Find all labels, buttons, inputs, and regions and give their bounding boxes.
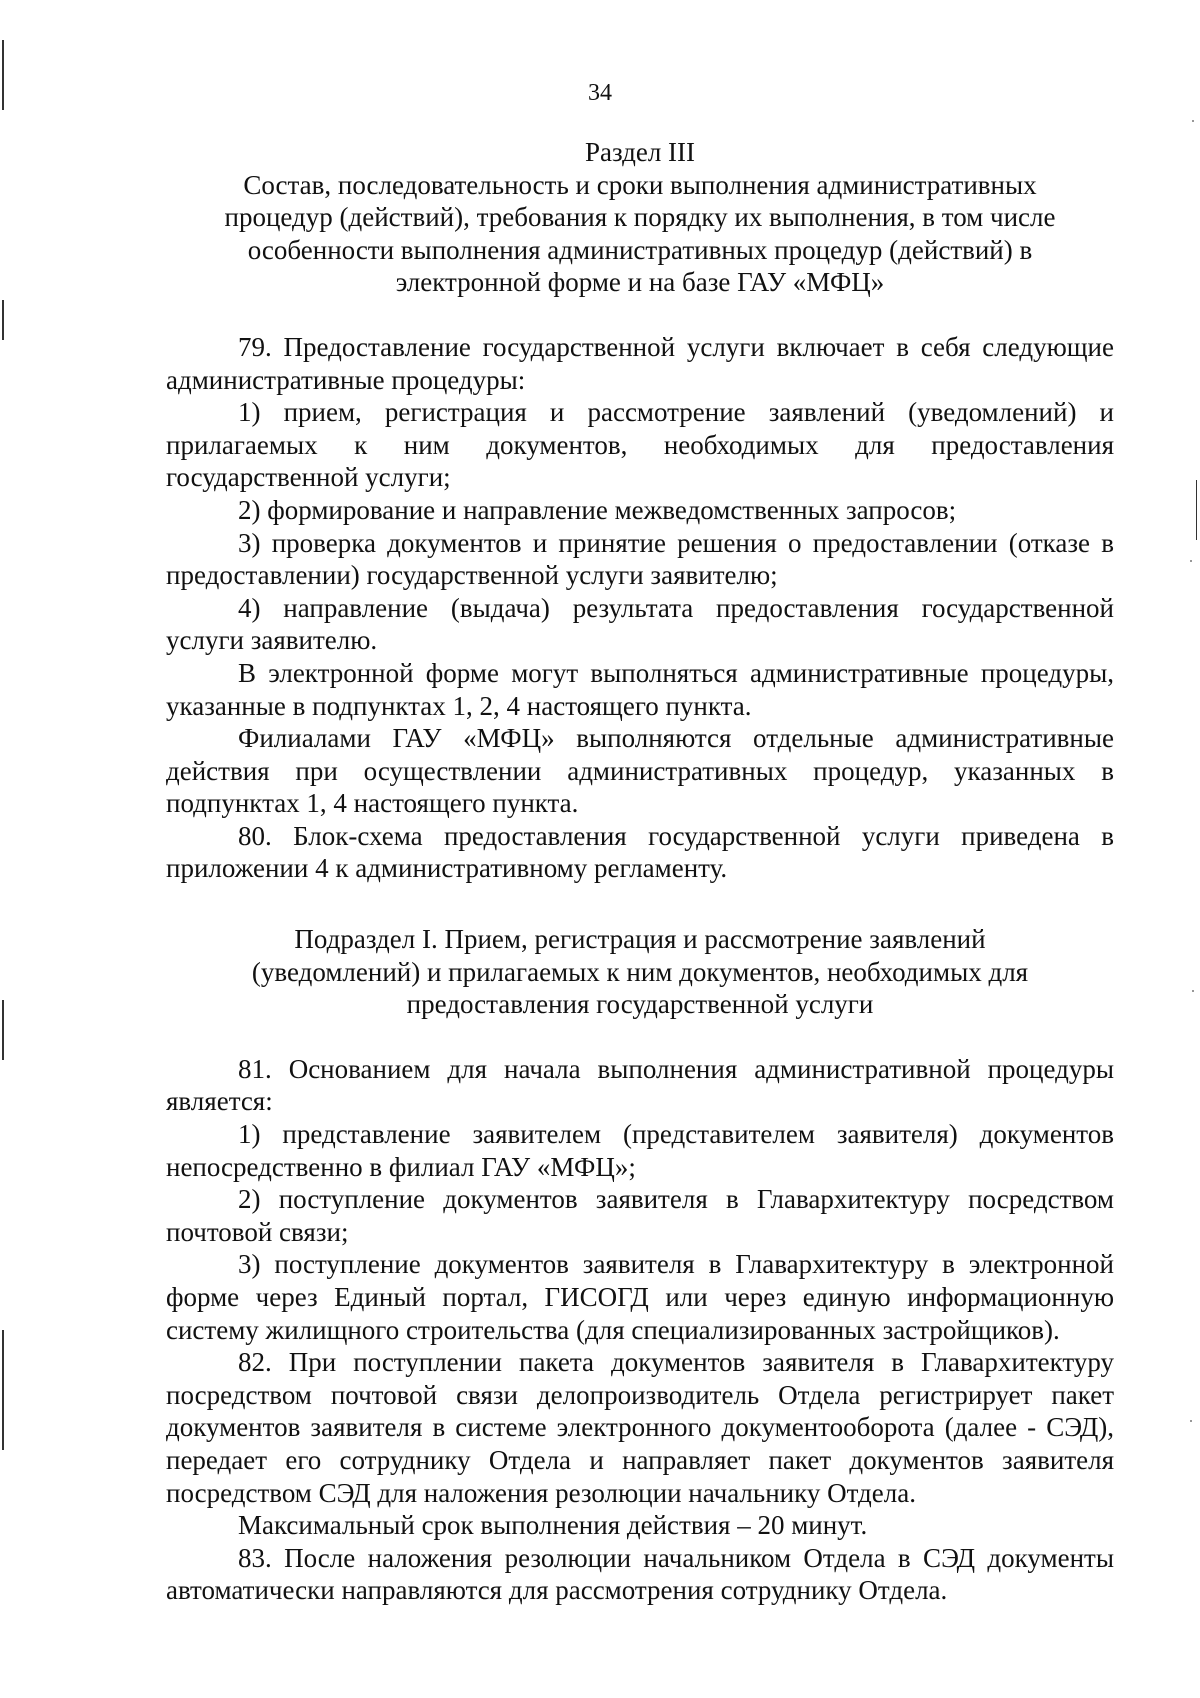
paragraph: 3) поступление документов заявителя в Главархитектуру в электронной форме через Единый портал, ГИСОГД или через единую информационную систему жилищного строительства (для специализированных застройщиков).	[166, 1249, 1114, 1345]
scan-edge-mark	[2, 1330, 4, 1450]
section-heading-line: процедур (действий), требования к порядку их выполнения, в том числе	[224, 202, 1056, 233]
paragraph: 1) представление заявителем (представителем заявителя) документов непосредственно в филиал ГАУ «МФЦ»;	[166, 1119, 1114, 1182]
paragraph: 1) прием, регистрация и рассмотрение заявлений (уведомлений) и прилагаемых к ним документов, необходимых для предоставления государственной услуги;	[166, 397, 1114, 493]
paragraph: Филиалами ГАУ «МФЦ» выполняются отдельные административные действия при осуществлении административных процедур, указанных в подпунктах 1, 4 настоящего пункта.	[166, 723, 1114, 819]
subsection-heading-line: Подраздел I. Прием, регистрация и рассмотрение заявлений	[294, 924, 986, 955]
paragraph: 81. Основанием для начала выполнения административной процедуры является:	[166, 1053, 1114, 1117]
paragraph: 79. Предоставление государственной услуги включает в себя следующие административные процедуры:	[166, 331, 1114, 395]
section-heading-line: Состав, последовательность и сроки выполнения административных	[243, 169, 1037, 200]
paragraph: В электронной форме могут выполняться административные процедуры, указанные в подпунктах 1, 2, 4 настоящего пункта.	[166, 657, 1114, 721]
subsection-heading-line: (уведомлений) и прилагаемых к ним документов, необходимых для	[251, 956, 1029, 987]
section-heading-line: электронной форме и на базе ГАУ «МФЦ»	[395, 267, 885, 298]
scan-edge-mark	[2, 1000, 4, 1060]
scan-speck	[1190, 1420, 1192, 1422]
subsection-heading-line: предоставления государственной услуги	[406, 989, 874, 1020]
paragraph: 80. Блок-схема предоставления государственной услуги приведена в приложении 4 к административному регламенту.	[166, 820, 1114, 884]
section-heading-line: особенности выполнения административных процедур (действий) в	[247, 234, 1033, 265]
paragraph: 3) проверка документов и принятие решения о предоставлении (отказе в предоставлении) государственной услуги заявителю;	[166, 527, 1114, 591]
subsection-heading	[166, 923, 1114, 1021]
paragraph: 82. При поступлении пакета документов заявителя в Главархитектуру посредством почтовой связи делопроизводитель Отдела регистрирует пакет документов заявителя в системе электронного документооборота (далее - СЭД), передает его сотруднику Отдела и направляет пакет документов заявителя посредством СЭД для наложения резолюции начальнику Отдела.	[166, 1347, 1114, 1508]
scan-speck	[1190, 560, 1192, 562]
scan-edge-mark	[1196, 480, 1197, 540]
scan-speck	[1192, 990, 1194, 992]
page-number: 34	[588, 80, 612, 106]
paragraph: 4) направление (выдача) результата предоставления государственной услуги заявителю.	[166, 592, 1114, 656]
paragraph: Максимальный срок выполнения действия – 20 минут.	[238, 1510, 868, 1541]
scan-edge-mark	[2, 300, 4, 340]
scan-speck	[1192, 120, 1194, 122]
section-title: Раздел III	[584, 137, 696, 167]
paragraph: 2) поступление документов заявителя в Главархитектуру посредством почтовой связи;	[166, 1184, 1114, 1247]
section-heading	[166, 136, 1114, 299]
paragraph: 2) формирование и направление межведомственных запросов;	[238, 494, 957, 525]
document-body	[166, 136, 1114, 1607]
paragraph: 83. После наложения резолюции начальником Отдела в СЭД документы автоматически направляются для рассмотрения сотруднику Отдела.	[166, 1542, 1114, 1606]
